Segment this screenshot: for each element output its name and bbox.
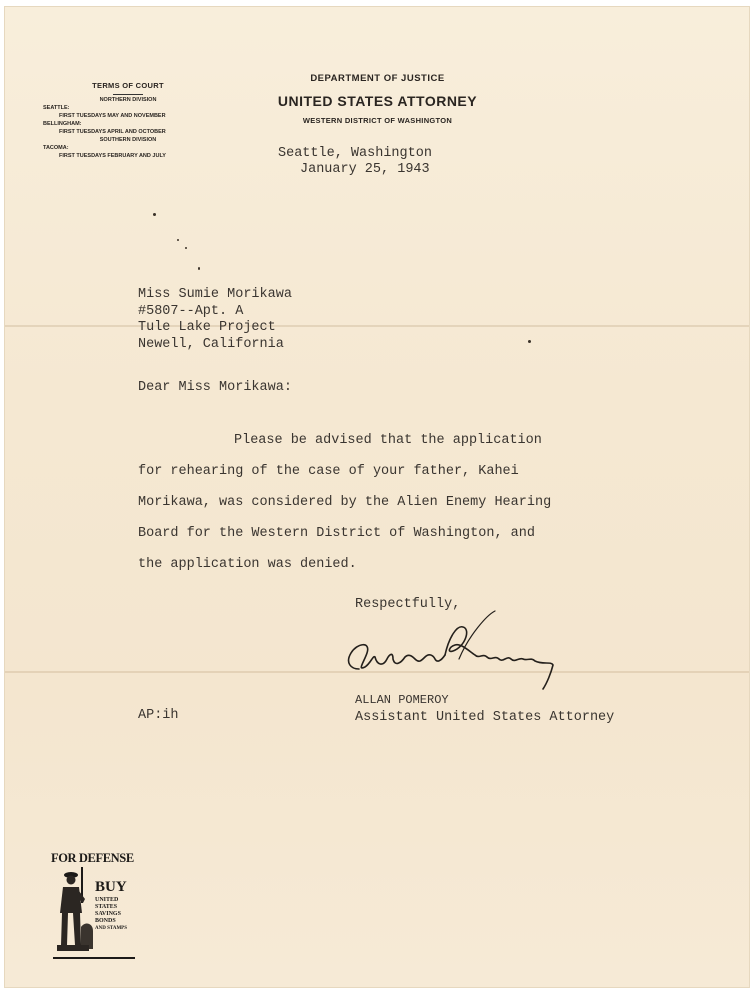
terms-of-court: [43, 81, 213, 161]
office-title: UNITED STATES ATTORNEY: [277, 93, 478, 109]
letter-place: Seattle, Washington: [278, 146, 432, 161]
recipient-project: Tule Lake Project: [138, 320, 276, 335]
signer-title: Assistant United States Attorney: [355, 710, 615, 725]
stamp-line: SAVINGS: [95, 911, 121, 917]
recipient-address: [138, 287, 292, 353]
closing: Respectfully,: [355, 597, 461, 612]
handwritten-signature: [337, 607, 587, 697]
ink-speck: [177, 239, 179, 241]
salutation: Dear Miss Morikawa:: [138, 380, 292, 395]
letter-body: [138, 425, 638, 580]
place-date: [278, 146, 432, 178]
ink-speck: [198, 267, 200, 270]
recipient-unit: #5807--Apt. A: [138, 303, 244, 319]
body-line: Board for the Western District of Washington, and: [138, 526, 535, 541]
body-line: Please be advised that the application: [234, 433, 542, 448]
defense-headline: FOR DEFENSE: [51, 851, 134, 865]
letter-date: January 25, 1943: [300, 162, 430, 177]
bellingham-terms: FIRST TUESDAYS APRIL AND OCTOBER: [59, 128, 166, 135]
tacoma-terms: FIRST TUESDAYS FEBRUARY AND JULY: [59, 152, 166, 159]
stamp-line: BONDS: [95, 918, 116, 924]
northern-division: NORTHERN DIVISION: [99, 96, 157, 103]
signer-name: ALLAN POMEROY: [355, 693, 449, 707]
bellingham-city: BELLINGHAM:: [43, 120, 82, 127]
ink-speck: [528, 340, 531, 343]
stamp-line: UNITED: [95, 897, 119, 903]
stamp-line: AND STAMPS: [95, 926, 127, 931]
southern-division: SOUTHERN DIVISION: [99, 136, 157, 143]
department-name: DEPARTMENT OF JUSTICE: [310, 73, 445, 84]
paper-fold: [5, 325, 749, 327]
seattle-terms: FIRST TUESDAYS MAY AND NOVEMBER: [59, 112, 166, 119]
tacoma-city: TACOMA:: [43, 144, 69, 151]
terms-title: TERMS OF COURT: [92, 81, 164, 90]
recipient-city: Newell, California: [138, 336, 284, 352]
ink-speck: [185, 247, 187, 249]
district-name: WESTERN DISTRICT OF WASHINGTON: [302, 116, 453, 125]
stamp-line: STATES: [95, 904, 118, 910]
ink-speck: [153, 213, 156, 216]
recipient-name: Miss Sumie Morikawa: [138, 287, 292, 302]
signer-block: [355, 692, 614, 726]
letter-page: [4, 6, 750, 988]
seattle-city: SEATTLE:: [43, 104, 70, 111]
letterhead: [260, 73, 495, 125]
buy-label: BUY: [95, 879, 127, 895]
stamp-base-rule: [53, 957, 135, 959]
body-line: the application was denied.: [138, 557, 357, 572]
body-line: for rehearing of the case of your father, Kahei: [138, 464, 519, 479]
terms-rule: [113, 94, 143, 95]
reference-initials: AP:ih: [138, 708, 179, 723]
body-line: Morikawa, was considered by the Alien Enemy Hearing: [138, 495, 552, 510]
defense-bond-stamp: [51, 851, 141, 966]
minuteman-icon: [51, 865, 95, 959]
